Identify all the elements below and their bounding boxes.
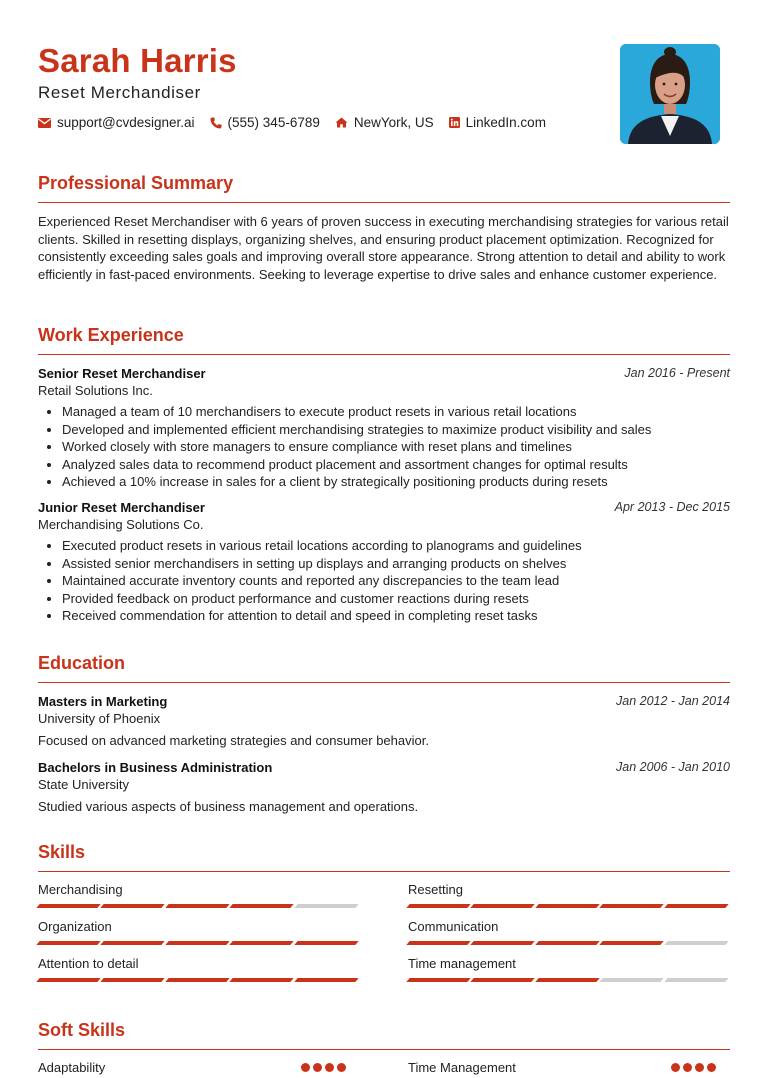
skill-segment-filled <box>406 978 471 982</box>
contact-linkedin[interactable] <box>449 115 546 130</box>
job-company: Retail Solutions Inc. <box>38 383 153 398</box>
skill-segment-filled <box>535 941 600 945</box>
contact-linkedin-text: LinkedIn.com <box>465 115 546 130</box>
contact-phone[interactable] <box>210 115 320 130</box>
job-bullets <box>38 403 730 491</box>
summary-title: Professional Summary <box>38 172 730 203</box>
skill-segment-empty <box>294 904 359 908</box>
skill-name: Resetting <box>408 882 463 897</box>
soft-skills-row <box>38 1060 730 1078</box>
skill-segment-filled <box>165 941 230 945</box>
skill-level-bar <box>38 978 360 982</box>
soft-skills-title: Soft Skills <box>38 1019 730 1050</box>
candidate-name: Sarah Harris <box>38 42 237 79</box>
job-title: Junior Reset Merchandiser <box>38 499 205 515</box>
candidate-role: Reset Merchandiser <box>38 83 201 102</box>
contact-location-text: NewYork, US <box>353 115 434 130</box>
education-entry <box>38 693 730 749</box>
envelope-icon <box>38 118 51 128</box>
linkedin-icon <box>449 117 460 128</box>
skill-segment-filled <box>101 941 166 945</box>
soft-skill-dot <box>313 1063 322 1072</box>
resume-header <box>38 42 598 130</box>
contact-row <box>38 115 598 130</box>
skill-segment-filled <box>535 978 600 982</box>
education-title: Education <box>38 652 730 683</box>
skill-segment-filled <box>406 941 471 945</box>
job-title: Senior Reset Merchandiser <box>38 366 206 381</box>
job-bullet: • Executed product resets in various retail locations according to planograms and guidelines <box>62 537 730 555</box>
job-bullet: • Worked closely with store managers to ensure compliance with reset plans and timelines <box>62 438 730 456</box>
job-entry <box>38 365 730 491</box>
skill-segment-filled <box>535 904 600 908</box>
skill-item <box>408 919 730 945</box>
home-icon <box>335 117 348 128</box>
skill-segment-filled <box>165 904 230 908</box>
skill-segment-filled <box>471 904 536 908</box>
job-company: Merchandising Solutions Co. <box>38 516 204 532</box>
skill-item <box>38 956 360 982</box>
job-dates: Jan 2016 - Present <box>624 366 730 380</box>
contact-email-text: support@cvdesigner.ai <box>57 115 195 130</box>
job-bullet: • Received commendation for attention to detail and speed in completing reset tasks <box>62 607 730 625</box>
job-bullet: • Managed a team of 10 merchandisers to execute product resets in various retail locations <box>62 403 730 421</box>
soft-skill-dots <box>298 1063 346 1072</box>
skill-level-bar <box>408 941 730 945</box>
soft-skill-dot <box>707 1063 716 1072</box>
skill-segment-filled <box>36 941 101 945</box>
experience-title: Work Experience <box>38 324 730 355</box>
education-entry <box>38 759 730 815</box>
soft-skill-dot <box>325 1063 334 1072</box>
skill-level-bar <box>38 904 360 908</box>
skills-grid <box>38 882 730 994</box>
skill-level-bar <box>408 904 730 908</box>
skill-segment-filled <box>294 941 359 945</box>
job-bullet: • Provided feedback on product performance and customer reactions during resets <box>62 590 730 608</box>
skill-segment-filled <box>230 904 295 908</box>
degree-title: Bachelors in Business Administration <box>38 760 273 775</box>
skill-segment-filled <box>230 941 295 945</box>
skill-segment-filled <box>600 904 665 908</box>
soft-skill-dots <box>668 1063 716 1072</box>
skill-segment-filled <box>294 978 359 982</box>
job-entry <box>38 499 730 625</box>
skill-segment-empty <box>664 941 729 945</box>
skill-item <box>38 882 360 908</box>
skill-segment-filled <box>101 978 166 982</box>
skill-item <box>408 882 730 908</box>
soft-skill-item <box>38 1060 346 1075</box>
education-section <box>38 652 730 815</box>
soft-skill-name: Time Management <box>408 1060 516 1075</box>
summary-text: Experienced Reset Merchandiser with 6 years of proven success in executing merchandising strategies for various retail clients. Skilled in resetting displays, organizing shelves, and ensuring product placement optimization. Recognized for consistently exceeding sales goals and improving overall store appearance. Strong attention to detail and ability to work efficiently in fast-paced environments. Seeking to leverage expertise to drive sales and enhance customer experience. <box>38 214 729 282</box>
job-bullet: • Developed and implemented efficient merchandising strategies to maximize product visibility and sales <box>62 421 730 439</box>
skill-segment-empty <box>600 978 665 982</box>
school-name: State University <box>38 777 130 792</box>
soft-skill-dot <box>301 1063 310 1072</box>
skill-name: Communication <box>408 919 499 934</box>
job-bullet: • Maintained accurate inventory counts and reported any discrepancies to the team lead <box>62 572 730 590</box>
soft-skill-item <box>408 1060 716 1075</box>
job-bullets <box>38 537 730 625</box>
soft-skills-section <box>38 1019 730 1078</box>
job-bullet: • Analyzed sales data to recommend product placement and assortment changes for optimal results <box>62 456 730 474</box>
skill-segment-filled <box>471 978 536 982</box>
skill-segment-empty <box>664 978 729 982</box>
skill-segment-filled <box>471 941 536 945</box>
skill-segment-filled <box>36 978 101 982</box>
skill-segment-filled <box>101 904 166 908</box>
skill-level-bar <box>408 978 730 982</box>
skill-name: Attention to detail <box>38 956 139 971</box>
soft-skill-dot <box>671 1063 680 1072</box>
skills-title: Skills <box>38 841 730 872</box>
experience-section <box>38 324 730 625</box>
contact-email[interactable] <box>38 115 195 130</box>
profile-photo <box>620 44 720 144</box>
degree-title: Masters in Marketing <box>38 694 168 709</box>
summary-section <box>38 172 730 283</box>
job-bullet: • Assisted senior merchandisers in setting up displays and arranging products on shelves <box>62 555 730 573</box>
skill-segment-filled <box>664 904 729 908</box>
skill-segment-filled <box>165 978 230 982</box>
phone-icon <box>210 117 222 129</box>
soft-skill-dot <box>695 1063 704 1072</box>
soft-skill-name: Adaptability <box>38 1060 106 1075</box>
skill-segment-filled <box>406 904 471 908</box>
skill-segment-filled <box>600 941 665 945</box>
skill-item <box>408 956 730 982</box>
contact-location[interactable] <box>335 115 434 130</box>
skill-name: Time management <box>408 956 516 971</box>
job-bullet: • Achieved a 10% increase in sales for a client by strategically positioning products during resets <box>62 473 730 491</box>
education-dates: Jan 2006 - Jan 2010 <box>616 760 730 774</box>
skills-section <box>38 841 730 994</box>
education-dates: Jan 2012 - Jan 2014 <box>616 694 730 708</box>
school-name: University of Phoenix <box>38 711 161 726</box>
contact-phone-text: (555) 345-6789 <box>227 115 320 130</box>
avatar <box>620 44 720 144</box>
skill-segment-filled <box>36 904 101 908</box>
job-dates: Apr 2013 - Dec 2015 <box>614 499 730 514</box>
education-description: Focused on advanced marketing strategies and consumer behavior. <box>38 733 429 748</box>
education-description: Studied various aspects of business management and operations. <box>38 799 419 814</box>
skill-name: Merchandising <box>38 882 123 897</box>
soft-skill-dot <box>683 1063 692 1072</box>
soft-skill-dot <box>337 1063 346 1072</box>
skill-level-bar <box>38 941 360 945</box>
skill-item <box>38 919 360 945</box>
skill-segment-filled <box>230 978 295 982</box>
skill-name: Organization <box>38 919 112 934</box>
